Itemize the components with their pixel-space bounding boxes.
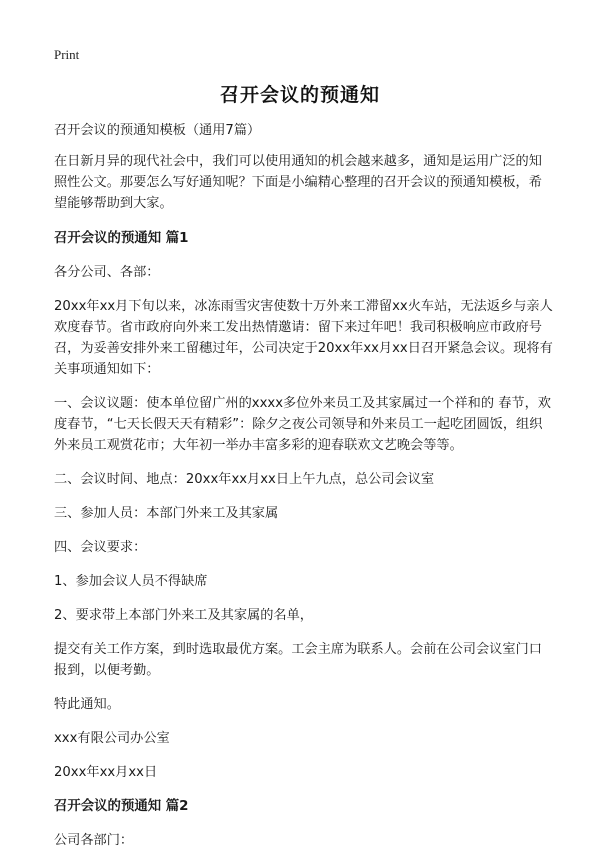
article-body <box>54 120 554 864</box>
article-subtitle: 召开会议的预通知模板（通用7篇） <box>54 123 261 138</box>
agenda-item-1: 一、会议议题：使本单位留广州的xxxx多位外来员工及其家属过一个祥和的 春节，欢度春节，“七天长假天天有精彩”：除夕之夜公司领导和外来员工一起吃团圆饭，组织外来员工观赏花市；大年初一举办丰富多彩的迎春联欢文艺晚会等等。 <box>54 396 551 453</box>
agenda-item-3: 三、参加人员：本部门外来工及其家属 <box>54 506 279 521</box>
intro-paragraph: 在日新月异的现代社会中，我们可以使用通知的机会越来越多，通知是运用广泛的知照性公文。那要怎么写好通知呢？下面是小编精心整理的召开会议的预通知模板，希望能够帮助到大家。 <box>54 154 542 211</box>
salutation-1: 各分公司、各部： <box>54 265 160 280</box>
signature-date: 20xx年xx月xx日 <box>54 765 158 780</box>
closing-line: 特此通知。 <box>54 697 120 712</box>
agenda-item-4: 四、会议要求： <box>54 540 147 555</box>
print-link[interactable]: Print <box>54 47 80 62</box>
body-paragraph: 20xx年xx月下旬以来，冰冻雨雪灾害使数十万外来工滞留xx火车站，无法返乡与亲人欢度春节。省市政府向外来工发出热情邀请：留下来过年吧！我司积极响应市政府号召，为妥善安排外来工留穗过年，公司决定于20xx年xx月xx日召开紧急会议。现将有关事项通知如下： <box>54 299 553 377</box>
organization-signature: xxx有限公司办公室 <box>54 731 170 746</box>
section-heading-1: 召开会议的预通知 篇1 <box>54 231 189 246</box>
page-title: 召开会议的预通知 <box>219 84 380 106</box>
salutation-2: 公司各部门： <box>54 833 134 848</box>
requirement-1: 1、参加会议人员不得缺席 <box>54 574 208 589</box>
agenda-item-2: 二、会议时间、地点：20xx年xx月xx日上午九点，总公司会议室 <box>54 472 435 487</box>
section-heading-2: 召开会议的预通知 篇2 <box>54 799 189 814</box>
submit-paragraph: 提交有关工作方案，到时选取最优方案。工会主席为联系人。会前在公司会议室门口报到，以便考勤。 <box>54 642 542 678</box>
requirement-2: 2、要求带上本部门外来工及其家属的名单， <box>54 608 313 623</box>
